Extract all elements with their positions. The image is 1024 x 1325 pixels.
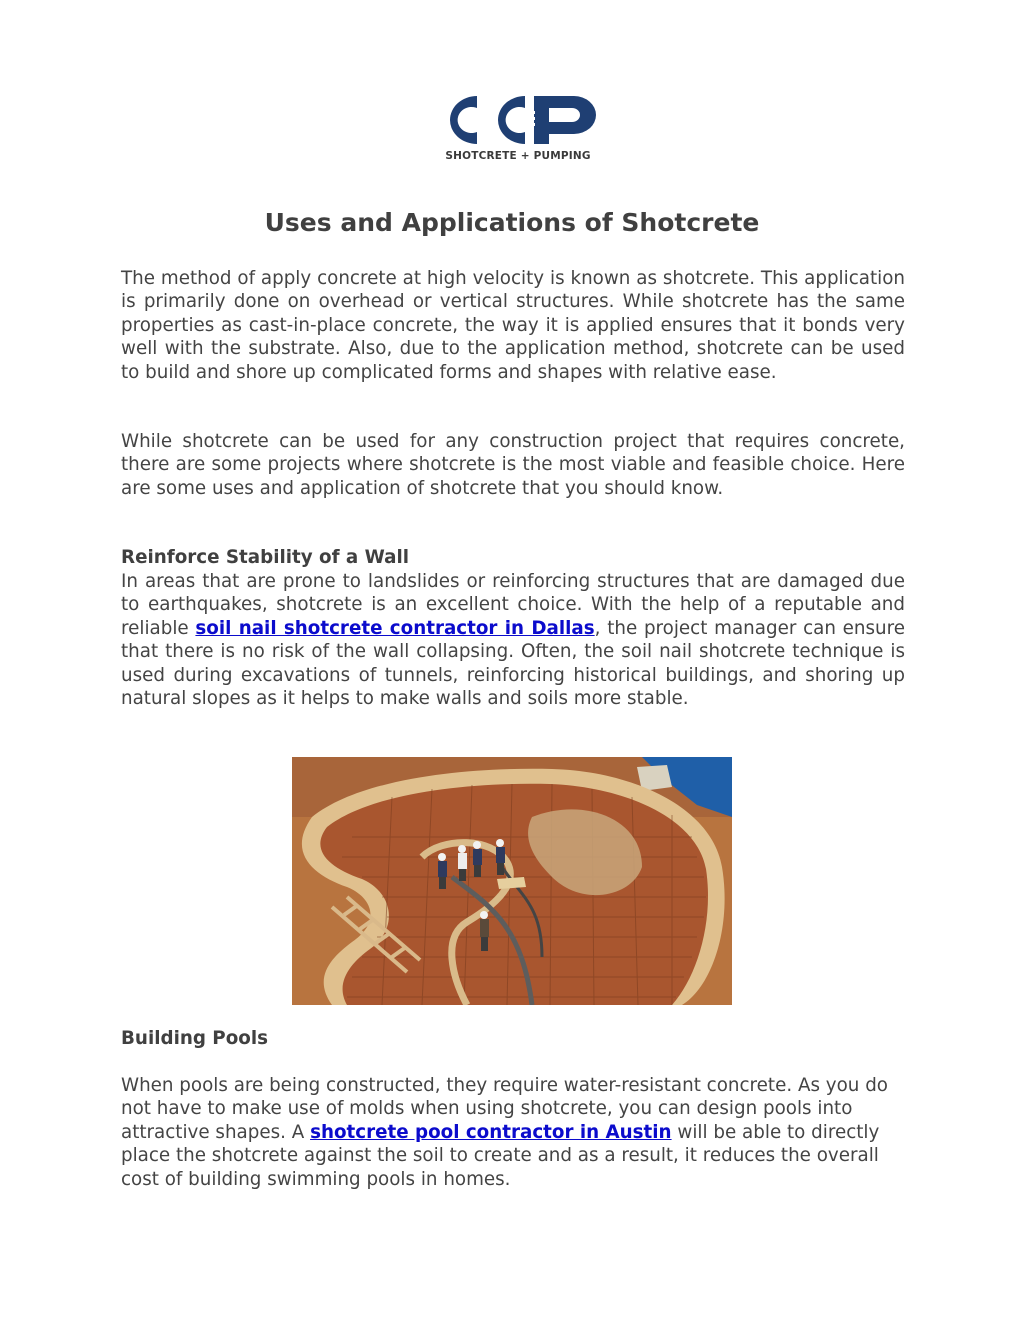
page-title: Uses and Applications of Shotcrete <box>264 208 760 237</box>
intro-paragraph-1: The method of apply concrete at high velocity is known as shotcrete. This application is primarily done on overhead or vertical structures. While shotcrete has the same properties as cast-in-place concrete, the way it is applied ensures that it bonds very well with the substrate. Also, due to the application method, shotcrete can be used to build and shore up complicated forms and shapes with relative ease. <box>121 268 905 383</box>
section-heading-pools: Building Pools <box>121 1028 268 1049</box>
section-heading-wall: Reinforce Stability of a Wall <box>121 547 409 568</box>
paragraph-text: will be able to directly place the shotcrete against the soil to create and as a result, it reduces the overall cost of building swimming pools in homes. <box>121 1121 880 1190</box>
section-paragraph-pools <box>121 1074 905 1191</box>
section-paragraph-wall <box>121 570 905 710</box>
link-soil-nail-contractor[interactable]: soil nail shotcrete contractor in Dallas <box>195 617 595 639</box>
logo-tagline: SHOTCRETE + PUMPING <box>445 150 591 162</box>
paragraph-text: When pools are being constructed, they require water-resistant concrete. As you do not have to make use of molds when using shotcrete, you can design pools into attractive shapes. A <box>121 1075 888 1143</box>
pool-photo-illustration <box>292 757 732 1005</box>
paragraph-text: In areas that are prone to landslides or reinforcing structures that are damaged due to earthquakes, shotcrete is an excellent choice. With the help of a reputable and reliable <box>121 571 905 639</box>
intro-paragraph-2: While shotcrete can be used for any construction project that requires concrete, there are some projects where shotcrete is the most viable and feasible choice. Here are some uses and application of shotcrete that you should know. <box>121 431 905 499</box>
paragraph-text: , the project manager can ensure that there is no risk of the wall collapsing. Often, the soil nail shotcrete technique is used during excavations of tunnels, reinforcing historical buildings, and shoring up natural slopes as it helps to make walls and soils more stable. <box>121 617 905 710</box>
pool-construction-photo <box>292 757 732 1005</box>
ccp-logo <box>437 90 599 168</box>
ccp-logo-mark <box>437 90 599 150</box>
link-pool-contractor[interactable]: shotcrete pool contractor in Austin <box>310 1121 672 1143</box>
